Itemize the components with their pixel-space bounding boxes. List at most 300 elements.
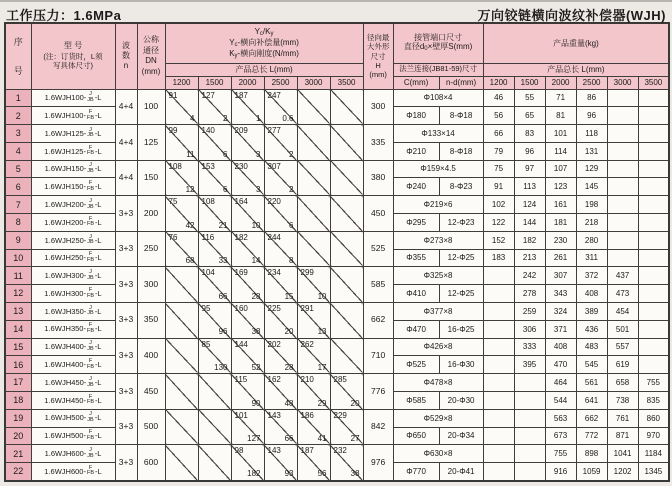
lateral-stiffness-value: 10 (317, 291, 327, 301)
seq-cell: 15 (5, 338, 31, 356)
model-type-top: J (89, 233, 92, 240)
weight-cell (514, 445, 545, 463)
model-cell (31, 463, 115, 481)
lateral-stiffness-value: 8 (289, 256, 294, 266)
weight-cell: 483 (576, 338, 607, 356)
dn-cell: 125 (137, 125, 165, 161)
weight-cell: 261 (545, 249, 576, 267)
lateral-stiffness-value: 14 (251, 256, 261, 266)
yk-cell (330, 231, 363, 267)
waves-cell: 3+3 (115, 196, 137, 232)
weight-cell: 81 (545, 107, 576, 125)
length-header-cell: 2000 (231, 76, 264, 89)
h-cell: 662 (363, 303, 393, 339)
lateral-stiffness-value: 11 (186, 149, 195, 159)
model-type-bottom: JB (87, 346, 94, 353)
model-cell (31, 320, 115, 338)
flange-c-cell: Φ650 (393, 427, 439, 445)
weight-cell: 641 (576, 392, 607, 410)
weight-cell: 470 (545, 356, 576, 374)
yk-cell (297, 125, 330, 161)
model-type-stack (87, 92, 93, 104)
lateral-stiffness-value: 41 (317, 434, 327, 444)
model-type-bottom: JB (87, 274, 94, 281)
waves-cell: 4+4 (115, 160, 137, 196)
lateral-stiffness-value: 6 (289, 220, 294, 230)
yk-cell (198, 125, 231, 161)
model-type-stack (87, 235, 93, 247)
seq-cell: 7 (5, 196, 31, 214)
model-prefix: 1.6WJH300- (44, 288, 86, 298)
model-type-top: F (88, 180, 93, 187)
weight-cell: 916 (545, 463, 576, 481)
yk-cell (297, 303, 330, 339)
dn-cell: 100 (137, 89, 165, 125)
h-cell: 300 (363, 89, 393, 125)
flange-nd-cell: 8-Φ18 (439, 107, 483, 125)
yk-cell (198, 160, 231, 196)
flange-nd-cell: 20-Φ30 (439, 392, 483, 410)
lateral-compensation-value: 85 (201, 339, 211, 349)
weight-cell: 97 (514, 160, 545, 178)
length-header-cell: 3000 (607, 76, 638, 89)
lateral-compensation-value: 108 (201, 197, 215, 207)
lateral-stiffness-value: 27 (350, 434, 360, 444)
weight-cell: 66 (483, 125, 514, 143)
seq-cell: 22 (5, 463, 31, 481)
yk-cell (165, 231, 198, 267)
table-row (5, 303, 669, 321)
model-suffix: -L (94, 377, 102, 387)
lateral-stiffness-value: 6 (223, 149, 228, 159)
model-suffix: -L (94, 448, 102, 458)
model-type-stack (87, 430, 94, 442)
table-row (5, 160, 669, 178)
table-row (5, 196, 669, 214)
model-cell (31, 231, 115, 249)
lateral-stiffness-value: 2 (289, 185, 294, 195)
weight-cell (514, 392, 545, 410)
yk-cell (165, 303, 198, 339)
weight-cell: 83 (514, 125, 545, 143)
pipe-dimension-cell: Φ219×6 (393, 196, 483, 214)
yk-cell (264, 89, 297, 125)
model-cell (31, 338, 115, 356)
working-pressure-title: 工作压力：1.6MPa (6, 8, 122, 23)
length-header-cell: 3500 (330, 76, 363, 89)
weight-cell (607, 142, 638, 160)
h-cell: 525 (363, 231, 393, 267)
weight-cell (483, 409, 514, 427)
weight-cell: 114 (545, 142, 576, 160)
seq-cell: 12 (5, 285, 31, 303)
weight-cell: 280 (576, 231, 607, 249)
weight-cell (638, 320, 669, 338)
yk-cell (330, 89, 363, 125)
weight-cell (638, 142, 669, 160)
seq-cell: 20 (5, 427, 31, 445)
h-cell: 710 (363, 338, 393, 374)
seq-cell: 5 (5, 160, 31, 178)
lateral-compensation-value: 95 (201, 304, 211, 314)
weight-cell: 772 (576, 427, 607, 445)
model-suffix: -L (95, 181, 102, 191)
model-cell (31, 107, 115, 125)
yk-cell (231, 374, 264, 410)
flange-c-cell: Φ410 (393, 285, 439, 303)
model-type-bottom: FB (86, 399, 95, 406)
weight-cell (638, 214, 669, 232)
lateral-stiffness-value: 68 (185, 256, 195, 266)
model-cell (31, 160, 115, 178)
model-type-stack (87, 448, 93, 460)
model-prefix: 1.6WJH200- (44, 217, 86, 227)
weight-cell: 473 (607, 285, 638, 303)
dn-cell: 400 (137, 338, 165, 374)
waves-column-header: 波 数 n (115, 23, 137, 89)
length-header-cell: 1500 (514, 76, 545, 89)
yk-cell (231, 445, 264, 481)
model-column-header (31, 23, 115, 89)
model-type-stack (87, 270, 93, 282)
weight-cell: 545 (576, 356, 607, 374)
weight-cell: 408 (545, 338, 576, 356)
lateral-stiffness-value: 38 (350, 469, 360, 479)
table-row (5, 338, 669, 356)
model-type-stack (87, 146, 94, 158)
lateral-stiffness-value: 29 (317, 398, 327, 408)
yk-cell (297, 267, 330, 303)
yk-cell (330, 267, 363, 303)
weight-cell (483, 285, 514, 303)
dn-cell: 200 (137, 196, 165, 232)
model-prefix: 1.6WJH350- (44, 324, 86, 334)
flange-c-cell: Φ295 (393, 214, 439, 232)
weight-cell: 129 (576, 160, 607, 178)
weight-cell: 557 (607, 338, 638, 356)
model-type-bottom: JB (87, 417, 94, 424)
weight-group-header: 产品重量(kg) (483, 23, 669, 63)
lateral-compensation-value: 99 (168, 126, 178, 136)
model-type-top: J (89, 162, 92, 169)
pipe-dimension-cell: Φ426×8 (393, 338, 483, 356)
model-type-stack (87, 181, 94, 193)
model-suffix: -L (95, 359, 102, 369)
weight-cell (638, 249, 669, 267)
yk-cell (198, 89, 231, 125)
weight-cell: 79 (483, 142, 514, 160)
yk-cell (297, 231, 330, 267)
flange-nd-cell: 8-Φ23 (439, 178, 483, 196)
weight-cell: 662 (576, 409, 607, 427)
weight-cell (483, 303, 514, 321)
table-row (5, 445, 669, 463)
flange-nd-cell: 16-Φ30 (439, 356, 483, 374)
lateral-compensation-value: 225 (267, 304, 281, 314)
weight-cell: 464 (545, 374, 576, 392)
yk-def-k: $K_y-$横向刚度(N/mm) (229, 48, 299, 59)
model-cell (31, 142, 115, 160)
model-prefix: 1.6WJH300- (44, 270, 87, 280)
lateral-compensation-value: 299 (300, 268, 314, 278)
weight-cell: 372 (576, 267, 607, 285)
dn-cell: 450 (137, 374, 165, 410)
weight-cell (607, 107, 638, 125)
weight-cell (607, 125, 638, 143)
weight-cell: 658 (607, 374, 638, 392)
weight-cell: 230 (545, 231, 576, 249)
flange-nd-header: n-d(mm) (439, 76, 483, 89)
yk-cell (231, 231, 264, 267)
weight-cell: 213 (514, 249, 545, 267)
seq-cell: 18 (5, 392, 31, 410)
seq-cell: 19 (5, 409, 31, 427)
yk-cell (264, 267, 297, 303)
lateral-compensation-value: 91 (168, 90, 178, 100)
lateral-compensation-value: 202 (267, 339, 281, 349)
model-type-stack (87, 412, 93, 424)
model-cell (31, 356, 115, 374)
yk-cell (330, 445, 363, 481)
model-suffix: -L (94, 235, 102, 245)
lateral-compensation-value: 247 (267, 90, 281, 100)
yk-def-y: $Y_c-$横向补偿量(mm) (229, 37, 299, 48)
waves-cell: 3+3 (115, 267, 137, 303)
model-type-stack (87, 395, 94, 407)
seq-cell: 21 (5, 445, 31, 463)
seq-cell: 11 (5, 267, 31, 285)
model-suffix: -L (95, 146, 102, 156)
model-type-top: J (89, 411, 92, 418)
lateral-compensation-value: 153 (201, 161, 215, 171)
weight-cell: 144 (514, 214, 545, 232)
waves-cell: 3+3 (115, 303, 137, 339)
weight-cell (607, 178, 638, 196)
length-header-cell: 2500 (264, 76, 297, 89)
model-header-note1: (注：订货时，L须 (43, 51, 103, 61)
dn-column-header: 公称 通径 DN (mm) (137, 23, 165, 89)
yk-cell (231, 338, 264, 374)
yk-cell (198, 231, 231, 267)
weight-cell: 122 (483, 214, 514, 232)
weight-cell: 91 (483, 178, 514, 196)
model-prefix: 1.6WJH600- (44, 448, 87, 458)
weight-cell: 871 (607, 427, 638, 445)
yk-cell (297, 89, 330, 125)
model-prefix: 1.6WJH250- (44, 235, 87, 245)
model-type-bottom: JB (87, 381, 94, 388)
flange-nd-cell: 8-Φ18 (439, 142, 483, 160)
weight-cell: 619 (607, 356, 638, 374)
weight-cell (638, 125, 669, 143)
yk-cell (264, 409, 297, 445)
waves-cell: 3+3 (115, 445, 137, 481)
model-type-stack (87, 466, 94, 478)
weight-cell: 307 (545, 267, 576, 285)
lateral-stiffness-value: 10 (251, 220, 261, 230)
yk-cell (165, 196, 198, 232)
model-type-bottom: JB (87, 239, 94, 246)
flange-nd-cell: 16-Φ25 (439, 320, 483, 338)
model-suffix: -L (95, 253, 102, 263)
weight-cell (483, 320, 514, 338)
model-type-top: F (88, 108, 93, 115)
lateral-stiffness-value: 28 (251, 291, 261, 301)
model-prefix: 1.6WJH600- (44, 466, 86, 476)
weight-cell (607, 196, 638, 214)
weight-cell (638, 303, 669, 321)
model-suffix: -L (94, 128, 102, 138)
lateral-stiffness-value: 20 (350, 398, 360, 408)
flange-band: 法兰连接(JB81-59)尺寸 (393, 63, 483, 76)
weight-cell: 161 (545, 196, 576, 214)
lateral-stiffness-value: 17 (317, 363, 327, 373)
model-type-stack (87, 110, 94, 122)
lateral-compensation-value: 229 (333, 410, 347, 420)
lateral-stiffness-value: 93 (284, 469, 294, 479)
yk-cell (264, 445, 297, 481)
yk-cell (165, 338, 198, 374)
weight-cell: 970 (638, 427, 669, 445)
model-suffix: -L (94, 342, 102, 352)
seq-cell: 3 (5, 125, 31, 143)
yk-cell (264, 125, 297, 161)
model-type-bottom: FB (86, 328, 95, 335)
lateral-compensation-value: 108 (168, 161, 182, 171)
model-type-bottom: JB (87, 310, 94, 317)
model-cell (31, 214, 115, 232)
title-bar (0, 2, 672, 22)
model-type-stack (87, 199, 93, 211)
weight-cell: 1345 (638, 463, 669, 481)
lateral-compensation-value: 277 (267, 126, 281, 136)
model-type-bottom: JB (87, 168, 94, 175)
weight-cell: 56 (483, 107, 514, 125)
model-cell (31, 267, 115, 285)
waves-cell: 3+3 (115, 231, 137, 267)
model-prefix: 1.6WJH400- (44, 342, 87, 352)
lateral-stiffness-value: 127 (247, 434, 261, 444)
yk-cell (198, 409, 231, 445)
weight-cell (514, 427, 545, 445)
seq-cell: 17 (5, 374, 31, 392)
flange-c-cell: Φ240 (393, 178, 439, 196)
lateral-compensation-value: 169 (234, 268, 248, 278)
weight-cell: 218 (576, 214, 607, 232)
weight-cell (483, 338, 514, 356)
lateral-compensation-value: 115 (234, 375, 248, 385)
model-type-top: F (88, 464, 93, 471)
yk-cell (231, 89, 264, 125)
pipe-dimension-cell: Φ159×4.5 (393, 160, 483, 178)
lateral-compensation-value: 182 (234, 232, 248, 242)
lateral-stiffness-value: 48 (284, 398, 294, 408)
weight-cell (638, 356, 669, 374)
lateral-stiffness-value: 0.6 (282, 113, 294, 123)
weight-cell (483, 463, 514, 481)
weight-cell: 371 (545, 320, 576, 338)
yk-cell (264, 303, 297, 339)
yk-cell (330, 196, 363, 232)
weight-cell: 242 (514, 267, 545, 285)
model-prefix: 1.6WJH100- (44, 110, 86, 120)
length-header-cell: 1200 (165, 76, 198, 89)
weight-cell: 563 (545, 409, 576, 427)
length-header-cell: 3000 (297, 76, 330, 89)
lateral-compensation-value: 140 (201, 126, 215, 136)
compensator-spec-table (4, 22, 670, 482)
seq-header-bottom: 号 (13, 65, 23, 76)
weight-cell: 673 (545, 427, 576, 445)
lateral-stiffness-value: 20 (284, 327, 294, 337)
weight-cell: 118 (576, 125, 607, 143)
weight-cell: 1202 (607, 463, 638, 481)
weight-cell: 311 (576, 249, 607, 267)
weight-cell: 124 (514, 196, 545, 214)
flange-c-cell: Φ525 (393, 356, 439, 374)
weight-cell: 436 (576, 320, 607, 338)
weight-cell (638, 267, 669, 285)
model-suffix: -L (95, 395, 102, 405)
yk-cell (198, 338, 231, 374)
pipe-dia-line: 直径$d_0\times$壁厚S(mm) (403, 42, 473, 53)
table-row (5, 231, 669, 249)
model-type-top: J (89, 304, 92, 311)
waves-cell: 4+4 (115, 89, 137, 125)
model-type-bottom: FB (86, 185, 95, 192)
lateral-compensation-value: 262 (300, 339, 314, 349)
weight-cell: 71 (545, 89, 576, 107)
yk-cell (330, 409, 363, 445)
weight-cell: 96 (576, 107, 607, 125)
yk-cell (297, 374, 330, 410)
model-type-top: F (88, 144, 93, 151)
pipe-dimension-cell: Φ377×8 (393, 303, 483, 321)
weight-cell: 761 (607, 409, 638, 427)
model-type-top: F (88, 358, 93, 365)
lateral-compensation-value: 101 (234, 410, 248, 420)
model-type-stack (87, 323, 94, 335)
lateral-stiffness-value: 3 (256, 185, 261, 195)
model-cell (31, 427, 115, 445)
lateral-stiffness-value: 2 (223, 113, 228, 123)
yk-cell (264, 374, 297, 410)
weight-cell (638, 89, 669, 107)
weight-cell: 101 (545, 125, 576, 143)
lateral-stiffness-value: 28 (284, 363, 294, 373)
model-type-stack (87, 217, 94, 229)
lateral-compensation-value: 186 (300, 410, 314, 420)
model-suffix: -L (94, 199, 102, 209)
seq-cell: 4 (5, 142, 31, 160)
model-cell (31, 196, 115, 214)
waves-cell: 3+3 (115, 338, 137, 374)
lateral-stiffness-value: 33 (218, 256, 228, 266)
weight-cell: 86 (576, 89, 607, 107)
weight-cell (483, 356, 514, 374)
model-cell (31, 249, 115, 267)
dn-cell: 500 (137, 409, 165, 445)
flange-c-cell: Φ210 (393, 142, 439, 160)
weight-cell (607, 214, 638, 232)
yk-cell (165, 409, 198, 445)
lateral-stiffness-value: 1 (256, 113, 261, 123)
weight-cell (514, 463, 545, 481)
model-suffix: -L (95, 324, 102, 334)
model-prefix: 1.6WJH100- (44, 92, 87, 102)
lateral-stiffness-value: 2 (289, 149, 294, 159)
weight-cell: 454 (607, 303, 638, 321)
